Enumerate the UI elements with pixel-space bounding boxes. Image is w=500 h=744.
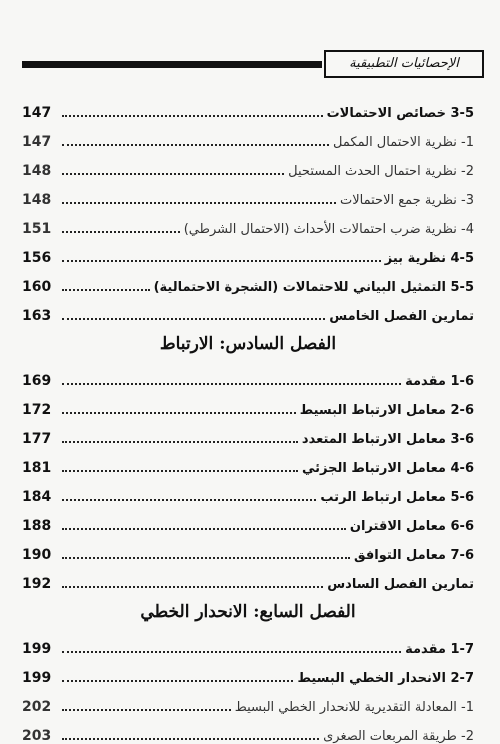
page-number: 148 [22,192,52,208]
page-number: 172 [22,402,52,418]
page-number: 147 [22,134,52,150]
entry-title: تمارين الفصل السادس [327,577,474,592]
toc-entry[interactable] [22,628,474,657]
page-number: 169 [22,373,52,389]
entry-title: 2-6 معامل الارتباط البسيط [299,403,474,418]
toc-entry[interactable] [22,534,474,563]
page-number: 177 [22,431,52,447]
dot-leader [62,586,323,588]
page-number: 151 [22,221,52,237]
dot-leader [62,383,401,385]
toc-entry[interactable] [22,657,474,686]
dot-leader [62,318,325,320]
dot-leader [62,680,293,682]
entry-title: 1- المعادلة التقديرية للانحدار الخطي البسيط [234,700,474,715]
entry-title: تمارين الفصل الخامس [329,309,474,324]
page-number: 199 [22,641,52,657]
entry-title: 3- نظرية جمع الاحتمالات [340,193,474,208]
entry-title: 7-6 معامل التوافق [354,548,474,563]
page-number: 192 [22,576,52,592]
dot-leader [62,144,329,146]
page-number: 156 [22,250,52,266]
entry-title: 5-5 التمثيل البياني للاحتمالات (الشجرة الاحتمالية) [153,280,474,295]
page-number: 190 [22,547,52,563]
dot-leader [62,289,150,291]
entry-title: 1-6 مقدمة [405,374,474,389]
entry-title: 2- نظرية احتمال الحدث المستحيل [288,164,474,179]
entry-title: 4-6 معامل الارتباط الجزئي [301,461,474,476]
entry-title: 2-7 الانحدار الخطي البسيط [297,671,474,686]
dot-leader [62,231,180,233]
dot-leader [62,115,323,117]
table-of-contents [22,92,474,744]
page-number: 147 [22,105,52,121]
entry-title: 1-7 مقدمة [405,642,474,657]
entry-title: 3-5 خصائص الاحتمالات [326,106,474,121]
chapter-heading: الفصل السابع: الانحدار الخطي [140,602,356,622]
entry-title: 2- طريقة المربعات الصغرى [323,729,474,744]
toc-entry[interactable] [22,208,474,237]
toc-entry[interactable] [22,295,474,324]
entry-title: 6-6 معامل الاقتران [349,519,474,534]
dot-leader [62,470,298,472]
page-number: 160 [22,279,52,295]
toc-entry[interactable] [22,266,474,295]
toc-entry[interactable] [22,237,474,266]
entry-title: 5-6 معامل ارتباط الرتب [320,490,474,505]
dot-leader [62,441,298,443]
dot-leader [62,202,336,204]
page-number: 199 [22,670,52,686]
toc-entry[interactable] [22,715,474,744]
toc-entry[interactable] [22,389,474,418]
toc-entry[interactable] [22,179,474,208]
dot-leader [62,260,381,262]
header-rule [22,61,322,68]
entry-title: 3-6 معامل الارتباط المتعدد [301,432,474,447]
page-number: 163 [22,308,52,324]
toc-entry[interactable] [22,447,474,476]
header-title: الإحصائيات التطبيقية [324,50,484,78]
page-header [22,44,484,84]
dot-leader [62,738,319,740]
dot-leader [62,651,401,653]
toc-entry[interactable] [22,150,474,179]
dot-leader [62,173,284,175]
toc-entry[interactable] [22,476,474,505]
toc-entry[interactable] [22,686,474,715]
page-number: 181 [22,460,52,476]
dot-leader [62,499,316,501]
toc-entry[interactable] [22,92,474,121]
dot-leader [62,412,296,414]
chapter-heading: الفصل السادس: الارتباط [159,334,337,354]
entry-title: 4- نظرية ضرب احتمالات الأحداث (الاحتمال الشرطي) [183,222,474,237]
page-number: 148 [22,163,52,179]
page-number: 202 [22,699,52,715]
entry-title: 4-5 نظرية بيز [384,251,474,266]
entry-title: 1- نظرية الاحتمال المكمل [333,135,474,150]
page-number: 184 [22,489,52,505]
toc-entry[interactable] [22,418,474,447]
dot-leader [62,528,346,530]
toc-entry[interactable] [22,121,474,150]
toc-entry[interactable] [22,360,474,389]
toc-entry[interactable] [22,563,474,592]
toc-entry[interactable] [22,505,474,534]
page-number: 188 [22,518,52,534]
page-number: 203 [22,728,52,744]
dot-leader [62,557,350,559]
dot-leader [62,709,231,711]
